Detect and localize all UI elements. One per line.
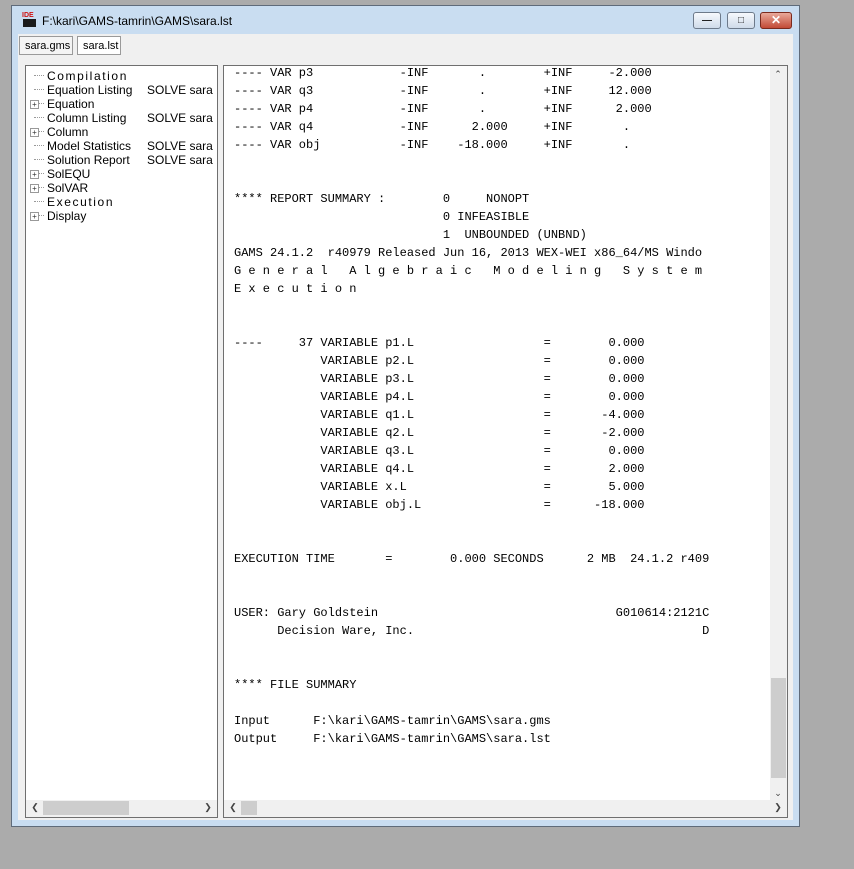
listing-line — [234, 316, 764, 334]
listing-line: VARIABLE p3.L = 0.000 — [234, 372, 645, 386]
tree-item-solvar[interactable] — [26, 181, 217, 195]
scroll-right-icon[interactable]: ❯ — [204, 802, 212, 812]
listing-line: VARIABLE x.L = 5.000 — [234, 480, 645, 494]
tree-item-display[interactable] — [26, 209, 217, 223]
tree-item-model-statistics[interactable] — [26, 139, 217, 153]
listing-line: GAMS 24.1.2 r40979 Released Jun 16, 2013 WEX-WEI x86_64/MS Windo — [234, 246, 703, 260]
tree-item-detail: SOLVE sara — [147, 153, 213, 167]
listing-tree — [26, 69, 217, 223]
tree-item-label: SolEQU — [47, 167, 91, 181]
listing-line: VARIABLE p2.L = 0.000 — [234, 354, 645, 368]
tree-item-detail: SOLVE sara — [147, 83, 213, 97]
tab-sara-lst[interactable]: sara.lst — [77, 36, 121, 55]
ide-window — [11, 5, 800, 827]
maximize-icon: □ — [737, 15, 745, 26]
expand-icon[interactable]: + — [30, 170, 39, 179]
listing-line — [234, 154, 764, 172]
listing-line: Input F:\kari\GAMS-tamrin\GAMS\sara.gms — [234, 714, 551, 728]
tree-item-solequ[interactable] — [26, 167, 217, 181]
listing-line — [234, 172, 764, 190]
title-bar[interactable] — [12, 6, 799, 36]
tree-item-equation-listing[interactable] — [26, 83, 217, 97]
tree-item-compilation[interactable] — [26, 69, 217, 83]
listing-line: Output F:\kari\GAMS-tamrin\GAMS\sara.lst — [234, 732, 551, 746]
tree-item-label: Compilation — [47, 69, 128, 83]
listing-line: E x e c u t i o n — [234, 282, 357, 296]
listing-line — [234, 514, 764, 532]
tree-item-label: Display — [47, 209, 87, 223]
listing-vertical-scrollbar[interactable] — [770, 66, 787, 801]
listing-line: ---- VAR p4 -INF . +INF 2.000 — [234, 102, 652, 116]
tree-item-label: Equation Listing — [47, 83, 133, 97]
listing-line: ---- VAR p3 -INF . +INF -2.000 — [234, 66, 652, 80]
tree-item-equation[interactable] — [26, 97, 217, 111]
expand-icon[interactable]: + — [30, 128, 39, 137]
listing-line: **** FILE SUMMARY — [234, 678, 357, 692]
window-title: F:\kari\GAMS-tamrin\GAMS\sara.lst — [42, 14, 233, 28]
scrollbar-thumb[interactable] — [241, 801, 257, 815]
listing-line: 1 UNBOUNDED (UNBND) — [234, 228, 587, 242]
listing-line: VARIABLE q4.L = 2.000 — [234, 462, 645, 476]
listing-line — [234, 586, 764, 604]
listing-line: ---- VAR q3 -INF . +INF 12.000 — [234, 84, 652, 98]
listing-line: VARIABLE obj.L = -18.000 — [234, 498, 645, 512]
tree-item-solution-report[interactable] — [26, 153, 217, 167]
listing-line: ---- VAR q4 -INF 2.000 +INF . — [234, 120, 631, 134]
listing-line: 0 INFEASIBLE — [234, 210, 530, 224]
listing-line: VARIABLE p4.L = 0.000 — [234, 390, 645, 404]
tree-item-label: Solution Report — [47, 153, 130, 167]
gams-ide-icon — [22, 12, 37, 28]
tree-item-column[interactable] — [26, 125, 217, 139]
listing-line: ---- 37 VARIABLE p1.L = 0.000 — [234, 336, 645, 350]
listing-line — [234, 640, 764, 658]
listing-content[interactable] — [234, 65, 764, 748]
tree-horizontal-scrollbar[interactable] — [26, 800, 217, 817]
listing-line — [234, 568, 764, 586]
tree-item-detail: SOLVE sara — [147, 111, 213, 125]
listing-line: EXECUTION TIME = 0.000 SECONDS 2 MB 24.1.2 r409 — [234, 552, 710, 566]
app-icon-label: IDE — [22, 12, 34, 19]
tree-item-label: Execution — [47, 195, 115, 209]
listing-line — [234, 532, 764, 550]
listing-horizontal-scrollbar[interactable] — [224, 800, 787, 817]
maximize-button[interactable] — [727, 12, 755, 29]
scroll-left-icon[interactable]: ❮ — [229, 802, 237, 812]
scrollbar-thumb[interactable] — [43, 801, 129, 815]
listing-line — [234, 694, 764, 712]
listing-tree-panel — [25, 65, 218, 818]
close-button[interactable] — [760, 12, 792, 29]
scroll-down-icon[interactable]: ⌄ — [774, 788, 782, 798]
tree-item-execution[interactable] — [26, 195, 217, 209]
listing-line: **** REPORT SUMMARY : 0 NONOPT — [234, 192, 530, 206]
listing-line: Decision Ware, Inc. D — [234, 624, 710, 638]
tab-sara-gms[interactable]: sara.gms — [19, 36, 73, 55]
minimize-icon: — — [702, 15, 712, 26]
listing-line: G e n e r a l A l g e b r a i c M o d e l i n g S y s t e m — [234, 264, 703, 278]
listing-line — [234, 658, 764, 676]
scroll-right-icon[interactable]: ❯ — [774, 802, 782, 812]
listing-viewer-panel — [223, 65, 788, 818]
client-area — [18, 34, 793, 820]
tree-item-column-listing[interactable] — [26, 111, 217, 125]
expand-icon[interactable]: + — [30, 100, 39, 109]
tree-item-label: Model Statistics — [47, 139, 132, 153]
tree-item-label: Column Listing — [47, 111, 127, 125]
expand-icon[interactable]: + — [30, 212, 39, 221]
scroll-up-icon[interactable]: ⌃ — [774, 69, 782, 79]
listing-line: VARIABLE q1.L = -4.000 — [234, 408, 645, 422]
expand-icon[interactable]: + — [30, 184, 39, 193]
listing-line — [234, 298, 764, 316]
listing-line: VARIABLE q3.L = 0.000 — [234, 444, 645, 458]
scroll-left-icon[interactable]: ❮ — [31, 802, 39, 812]
tree-item-label: Equation — [47, 97, 95, 111]
tree-item-label: SolVAR — [47, 181, 89, 195]
listing-line: USER: Gary Goldstein G010614:2121C — [234, 606, 710, 620]
listing-line: ---- VAR obj -INF -18.000 +INF . — [234, 138, 631, 152]
scrollbar-thumb[interactable] — [771, 678, 786, 778]
minimize-button[interactable] — [693, 12, 721, 29]
tree-item-label: Column — [47, 125, 89, 139]
close-icon: ✕ — [770, 13, 782, 27]
tree-item-detail: SOLVE sara — [147, 139, 213, 153]
listing-line: VARIABLE q2.L = -2.000 — [234, 426, 645, 440]
